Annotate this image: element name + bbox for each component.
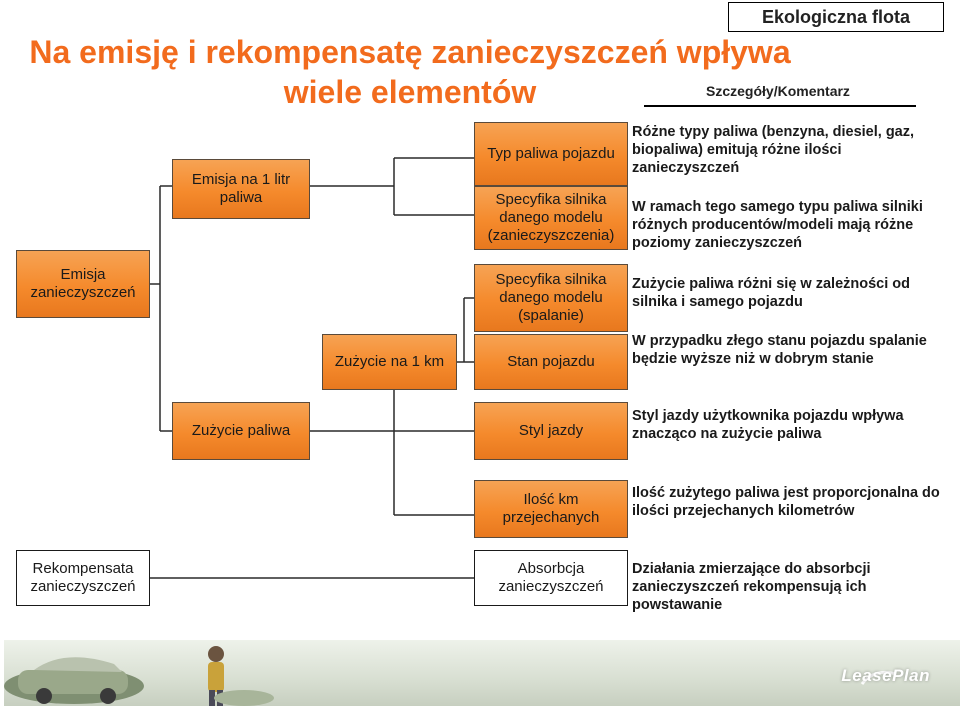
footer-photo-strip [4,640,960,706]
node-spec-zanieczyszczenia: Specyfika silnika danego modelu (zanieczyszczenia) [474,186,628,250]
comment-typ-paliwa: Różne typy paliwa (benzyna, diesiel, gaz, biopaliwa) emitują różne ilości zanieczyszczeń [632,124,915,176]
node-emisja: Emisja zanieczyszczeń [16,250,150,318]
comment-ilosc-km: Ilość zużytego paliwa jest proporcjonalna do ilości przejechanych kilometrów [632,485,940,519]
node-stan-pojazdu: Stan pojazdu [474,334,628,390]
node-styl-jazdy: Styl jazdy [474,402,628,460]
comment-absorbcja: Działania zmierzające do absorbcji zanieczyszczeń rekompensują ich powstawanie [632,561,871,613]
comments-header: Szczegóły/Komentarz [706,83,850,99]
footer-scene-illustration [4,640,960,706]
section-tag: Ekologiczna flota [728,2,944,32]
node-typ-paliwa: Typ paliwa pojazdu [474,122,628,186]
node-zuzycie-paliwa: Zużycie paliwa [172,402,310,460]
node-emisja-litr: Emisja na 1 litr paliwa [172,159,310,219]
page-title: Na emisję i rekompensatę zanieczyszczeń wpływa wiele elementów [29,34,791,110]
node-absorbcja: Absorbcja zanieczyszczeń [474,550,628,606]
node-rekompensata: Rekompensata zanieczyszczeń [16,550,150,606]
brand-logo: LeasePlan [841,666,930,685]
node-ilosc-km: Ilość km przejechanych [474,480,628,538]
comment-spec-spalanie: Zużycie paliwa różni się w zależności od silnika i samego pojazdu [632,276,910,310]
comment-stan-pojazdu: W przypadku złego stanu pojazdu spalanie będzie wyższe niż w dobrym stanie [632,333,927,367]
comment-spec-zanieczyszczenia: W ramach tego samego typu paliwa silniki różnych producentów/modeli mają różne poziomy zanieczyszczeń [632,199,923,251]
comment-styl-jazdy: Styl jazdy użytkownika pojazdu wpływa znacząco na zużycie paliwa [632,408,904,442]
node-spec-spalanie: Specyfika silnika danego modelu (spalanie) [474,264,628,332]
node-zuzycie-km: Zużycie na 1 km [322,334,457,390]
